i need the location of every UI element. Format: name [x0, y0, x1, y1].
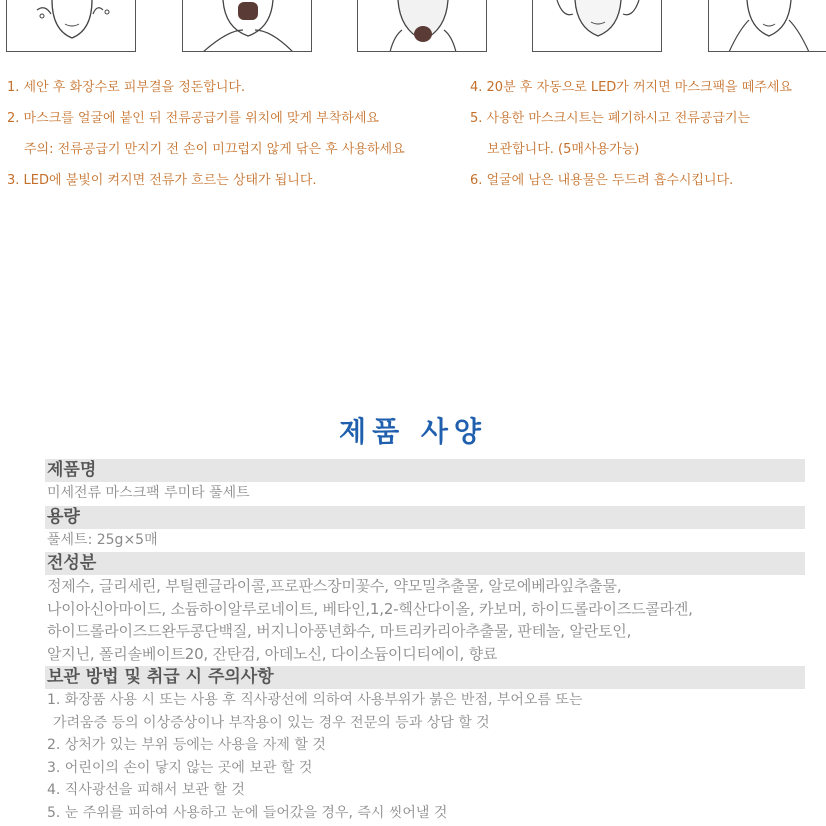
- caution-header: 보관 방법 및 취급 시 주의사항: [45, 666, 805, 689]
- steps-left: [7, 72, 405, 196]
- ingredients-line: 나이아신아마이드, 소듐하이알루로네이트, 베타인,1,2-헥산다이올, 카보머, 하이드롤라이즈드콜라겐,: [47, 599, 693, 618]
- caution-item: 2. 상처가 있는 부위 등에는 사용을 자제 할 것: [47, 737, 326, 753]
- usage-illustrations: [0, 0, 826, 56]
- led-device-icon: [357, 0, 487, 52]
- ingredients-line: 하이드롤라이즈드완두콩단백질, 버지니아풍년화수, 마트리카리아추출물, 판테놀, 알란토인,: [47, 622, 632, 640]
- ingredients-line: 정제수, 글리세린, 부틸렌글라이콜,프로판스장미꽃수, 약모밀추출물, 알로에베라잎추출물,: [47, 577, 622, 595]
- mask-apply-icon: [182, 0, 312, 52]
- caution-item-cont: 가려움증 등의 이상증상이나 부작용이 있는 경우 전문의 등과 상담 할 것: [53, 714, 490, 731]
- ingredients-line: 알지닌, 폴리솔베이트20, 잔탄검, 아데노신, 다이소듐이디티에이, 향료: [47, 644, 498, 663]
- product-name-header: 제품명: [45, 459, 805, 482]
- step-5-cont: 보관합니다. (5매사용가능): [487, 142, 640, 157]
- volume-value: 풀세트: 25g×5매: [47, 531, 158, 548]
- caution-item: 5. 눈 주위를 피하여 사용하고 눈에 들어갔을 경우, 즉시 씻어낼 것: [47, 804, 448, 821]
- steps-right: [470, 72, 792, 196]
- product-name-value: 미세전류 마스크팩 루미타 풀세트: [47, 485, 250, 501]
- spec-table: [45, 458, 805, 824]
- caution-item: 1. 화장품 사용 시 또는 사용 후 직사광선에 의하여 사용부위가 붉은 반점, 부어오름 또는: [47, 692, 583, 708]
- step-6: 6. 얼굴에 남은 내용물은 두드려 흡수시킵니다.: [470, 173, 734, 188]
- step-3: 3. LED에 불빛이 켜지면 전류가 흐르는 상태가 됩니다.: [7, 173, 317, 188]
- caution-item: 3. 어린이의 손이 닿지 않는 곳에 보관 할 것: [47, 759, 313, 776]
- face-washing-icon: [6, 0, 136, 52]
- step-2-note: 주의: 전류공급기 만지기 전 손이 미끄럽지 않게 닦은 후 사용하세요: [24, 142, 405, 157]
- volume-header: 용량: [45, 506, 805, 529]
- step-1: 1. 세안 후 화장수로 피부결을 정돈합니다.: [7, 80, 246, 95]
- mask-remove-icon: [532, 0, 662, 52]
- step-5: 5. 사용한 마스크시트는 폐기하시고 전류공급기는: [470, 111, 751, 126]
- caution-item: 4. 직사광선을 피해서 보관 할 것: [47, 782, 245, 798]
- face-pat-icon: [708, 0, 826, 52]
- step-4: 4. 20분 후 자동으로 LED가 꺼지면 마스크팩을 떼주세요: [470, 80, 792, 95]
- ingredients-header: 전성분: [45, 552, 805, 575]
- step-2: 2. 마스크를 얼굴에 붙인 뒤 전류공급기를 위치에 맞게 부착하세요: [7, 111, 379, 126]
- spec-title: 제품 사양: [339, 415, 487, 448]
